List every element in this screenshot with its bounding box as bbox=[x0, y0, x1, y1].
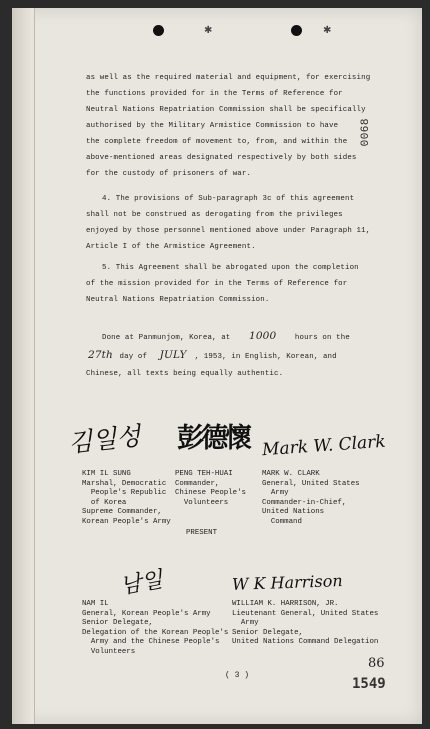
done-at-clause bbox=[86, 328, 370, 383]
present-label: PRESENT bbox=[186, 529, 218, 537]
punch-hole bbox=[153, 25, 164, 36]
text-line: as well as the required material and equipment, for exercising bbox=[86, 74, 371, 82]
text-line: 4. The provisions of Sub-paragraph 3c of this agreement bbox=[102, 195, 355, 203]
document-page bbox=[12, 8, 422, 724]
signatory-nam-il: NAM IL General, Korean People's Army Senior Delegate, Delegation of the Korean People's Army and the Chinese People's Volunteers bbox=[82, 600, 229, 656]
text-line: 5. This Agreement shall be abrogated upon the completion bbox=[102, 264, 359, 272]
paragraph-5 bbox=[86, 260, 370, 308]
text-line: of the mission provided for in the Terms of Reference for bbox=[86, 280, 348, 288]
signatory-kim-il-sung: KIM IL SUNG Marshal, Democratic People's Republic of Korea Supreme Commander, Korean People's Army bbox=[82, 470, 171, 526]
text-line: Neutral Nations Repatriation Commission shall be specifically bbox=[86, 106, 366, 114]
text-line: authorised by the Military Armistice Commission to have bbox=[86, 122, 339, 130]
handwritten-day: 27th bbox=[88, 349, 113, 361]
signature-william-k-harrison: W K Harrison bbox=[231, 571, 343, 594]
page-number: ( 3 ) bbox=[225, 671, 250, 680]
signature-nam-il: 남일 bbox=[118, 567, 165, 600]
text-line: Article I of the Armistice Agreement. bbox=[86, 243, 256, 251]
paragraph-continuation bbox=[86, 70, 370, 182]
signatory-william-k-harrison: WILLIAM K. HARRISON, JR. Lieutenant General, United States Army Senior Delegate, United Nations Command Delegation bbox=[232, 600, 379, 646]
text-line: Done at Panmunjom, Korea, at 1000 hours on the bbox=[102, 330, 350, 342]
binding-edge bbox=[12, 8, 35, 724]
signatory-peng-teh-huai: PENG TEH-HUAI Commander, Chinese People's Volunteers bbox=[175, 470, 246, 507]
signature-mark-w-clark: Mark W. Clark bbox=[261, 431, 387, 461]
handwritten-month: JULY bbox=[159, 349, 187, 361]
handwritten-time: 1000 bbox=[248, 330, 277, 342]
text-line: the functions provided for in the Terms of Reference for bbox=[86, 90, 343, 98]
text-line: 27th day of JULY , 1953, in English, Korean, and bbox=[88, 349, 337, 361]
text-line: for the custody of prisoners of war. bbox=[86, 170, 252, 178]
staple-mark: ✱ bbox=[204, 25, 213, 36]
text-line: enjoyed by those personnel mentioned above under Paragraph 11, bbox=[86, 227, 371, 235]
signature-kim-il-sung: 김일성 bbox=[66, 421, 142, 458]
punch-hole bbox=[291, 25, 302, 36]
text-line: shall not be construed as derogating from the privileges bbox=[86, 211, 343, 219]
bates-number: 0068 bbox=[360, 118, 372, 147]
text-line: the complete freedom of movement to, from, and within the bbox=[86, 138, 348, 146]
staple-mark: ✱ bbox=[323, 25, 332, 36]
handwritten-page-86: 86 bbox=[368, 656, 385, 671]
paragraph-4 bbox=[86, 191, 370, 255]
text-line: Chinese, all texts being equally authentic. bbox=[86, 370, 284, 378]
signatory-mark-w-clark: MARK W. CLARK General, United States Army Commander-in-Chief, United Nations Command bbox=[262, 470, 360, 526]
stamp-number: 1549 bbox=[352, 676, 386, 692]
text-line: Neutral Nations Repatriation Commission. bbox=[86, 296, 270, 304]
text-line: above-mentioned areas designated respectively by both sides bbox=[86, 154, 357, 162]
signature-peng-teh-huai: 彭德懷 bbox=[177, 423, 249, 454]
